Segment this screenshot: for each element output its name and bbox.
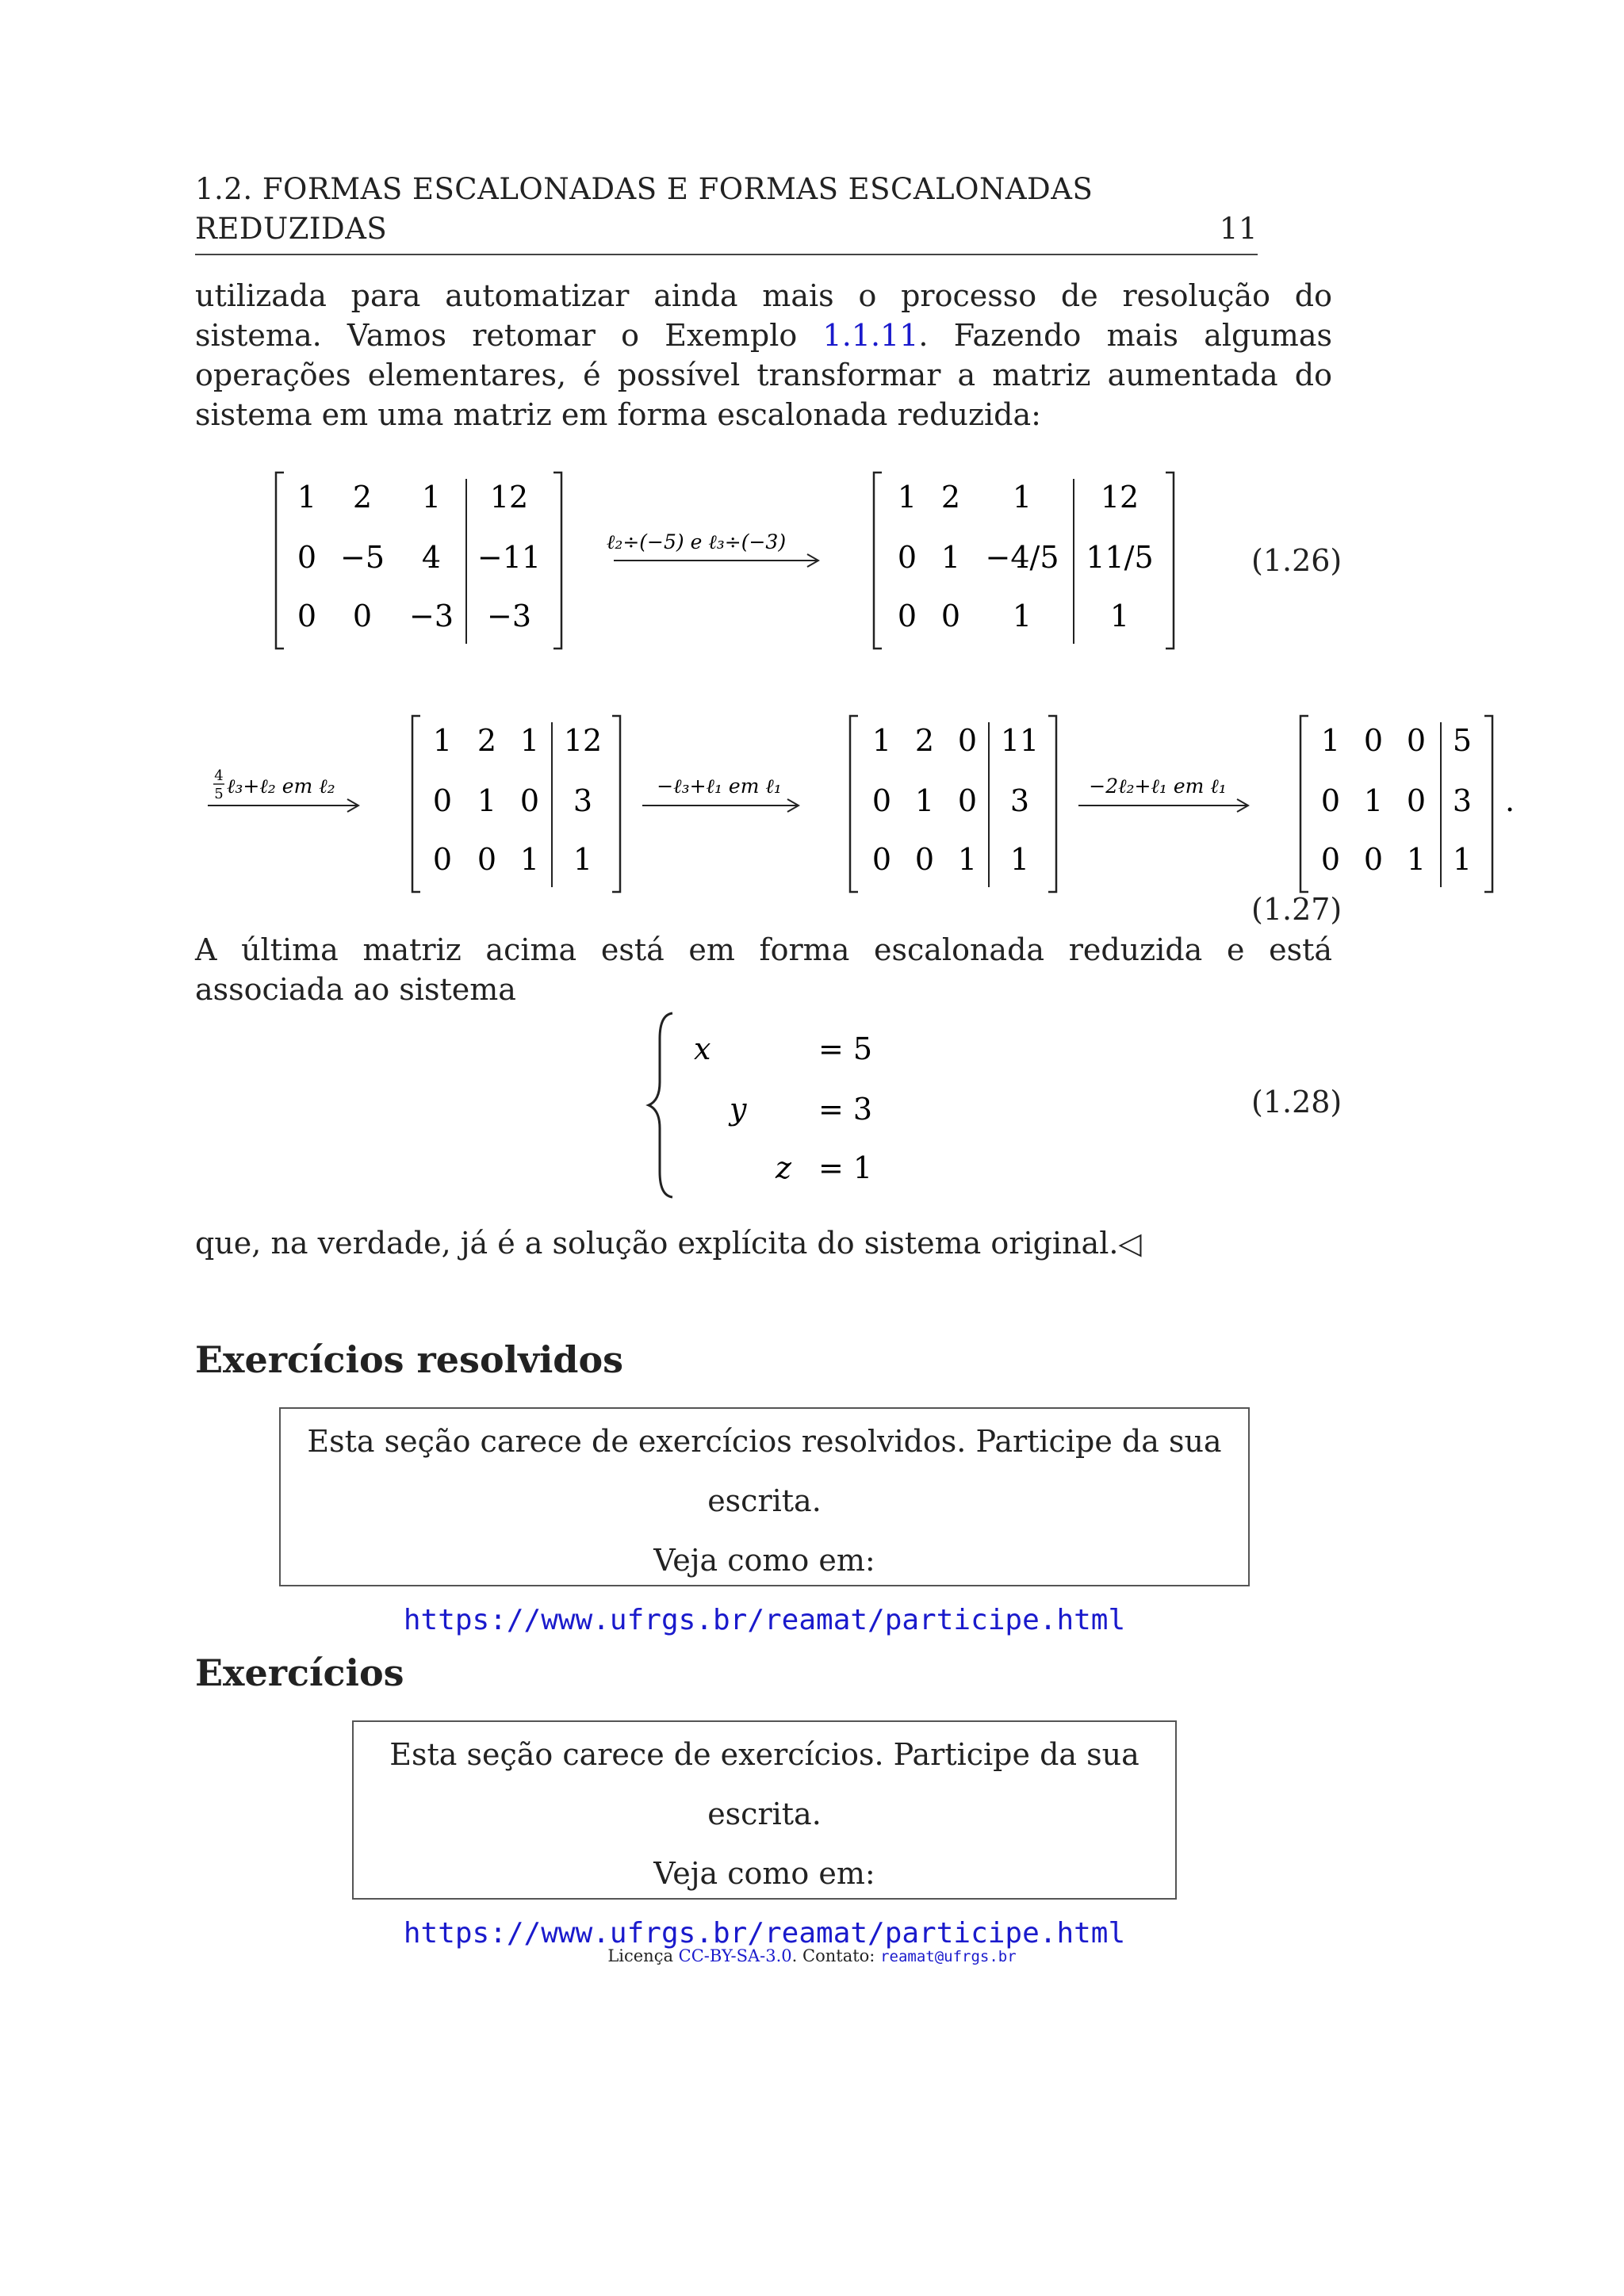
trailing-period: .	[1505, 783, 1515, 818]
contact-email-link[interactable]: reamat@ufrgs.br	[880, 1948, 1017, 1965]
example-reference-link[interactable]: 1.1.11	[822, 318, 919, 353]
matrix-cell: 1	[1012, 599, 1032, 633]
intro-text-before: utilizada para automatizar ainda mais o processo de resolução do sistema. Vamos retomar o Exemplo	[195, 278, 1332, 353]
matrix-cell: −3	[486, 599, 532, 633]
equation-number: (1.26)	[1251, 543, 1342, 578]
matrix-cell: 0	[940, 599, 961, 633]
matrix-cell: 11/5	[1086, 540, 1154, 575]
matrix-cell: 3	[1452, 783, 1473, 818]
matrix-cell: 0	[477, 842, 497, 877]
matrix-cell: 1	[914, 783, 935, 818]
matrix-cell: 3	[1009, 783, 1030, 818]
matrix-cell: 12	[489, 480, 529, 515]
mid-paragraph: A última matriz acima está em forma escalonada reduzida e está associada ao sistema	[195, 932, 1332, 1007]
matrix-cell: 4	[421, 540, 442, 575]
matrix-cell: 0	[1406, 783, 1427, 818]
matrix-cell: 0	[1363, 723, 1384, 758]
matrix-cell: 1	[871, 723, 892, 758]
matrix-cell: 0	[1320, 783, 1341, 818]
matrix-cell: 1	[421, 480, 442, 515]
variable-x: x	[694, 1031, 711, 1066]
matrix-cell: 0	[432, 842, 453, 877]
license-link[interactable]: CC-BY-SA-3.0	[678, 1946, 792, 1965]
arrow-label: −ℓ₃+ℓ₁ em ℓ₁	[657, 775, 782, 798]
matrix-cell: 1	[1320, 723, 1341, 758]
solved-exercises-heading: Exercícios resolvidos	[195, 1338, 624, 1381]
matrix-cell: 0	[897, 540, 917, 575]
equation-1-28	[642, 1007, 896, 1205]
matrix-cell: 1	[519, 842, 540, 877]
matrix-cell: 1	[1406, 842, 1427, 877]
variable-z: z	[776, 1150, 792, 1185]
matrix-cell: 1	[1109, 599, 1130, 633]
exercises-heading: Exercícios	[195, 1651, 404, 1694]
matrix-a	[276, 473, 561, 649]
arrow-label: −2ℓ₂+ℓ₁ em ℓ₁	[1089, 775, 1227, 798]
matrix-cell: 3	[573, 783, 593, 818]
matrix-cell: 1	[432, 723, 453, 758]
matrix-cell: 11	[1000, 723, 1040, 758]
matrix-cell: 0	[871, 783, 892, 818]
operation-arrow	[1078, 775, 1248, 812]
matrix-cell: 12	[1100, 480, 1139, 515]
equation-1-27	[198, 710, 1530, 900]
matrix-cell: 2	[352, 480, 373, 515]
matrix-cell: 2	[477, 723, 497, 758]
notice-text: Esta seção carece de exercícios. Participe da sua escrita.	[389, 1737, 1139, 1831]
operation-arrow	[607, 530, 818, 567]
matrix-cell: 0	[352, 599, 373, 633]
intro-text-after: . Fazendo mais algumas operações elementares, é possível transformar a matriz aumentada do sistema em uma matriz em forma escalonada reduzida:	[195, 318, 1332, 432]
arrow-fraction-numerator: 4	[214, 767, 224, 784]
matrix-cell: 0	[432, 783, 453, 818]
equation-number: (1.27)	[1251, 892, 1342, 927]
notice-text: Veja como em:	[653, 1543, 875, 1578]
matrix-cell: 1	[573, 842, 593, 877]
matrix-c	[412, 716, 620, 892]
variable-y: y	[730, 1092, 747, 1127]
contact-label: . Contato:	[791, 1946, 881, 1965]
equation-rhs: = 1	[818, 1150, 873, 1185]
operation-arrow	[642, 775, 799, 812]
section-title-line2: REDUZIDAS	[195, 212, 388, 246]
matrix-cell: 5	[1452, 723, 1473, 758]
operation-arrow	[208, 767, 358, 812]
matrix-cell: 2	[940, 480, 961, 515]
matrix-cell: 0	[871, 842, 892, 877]
matrix-cell: 1	[519, 723, 540, 758]
matrix-cell: 0	[897, 599, 917, 633]
matrix-cell: −3	[408, 599, 454, 633]
matrix-d	[850, 716, 1056, 892]
license-label: Licença	[607, 1946, 679, 1965]
footer	[0, 1946, 1624, 1965]
header-rule	[195, 254, 1258, 255]
running-head	[195, 170, 1258, 249]
matrix-cell: 1	[897, 480, 917, 515]
matrix-b	[874, 473, 1174, 649]
equation-number: (1.28)	[1251, 1085, 1342, 1119]
matrix-cell: 1	[957, 842, 978, 877]
notice-text: Veja como em:	[653, 1856, 875, 1891]
matrix-cell: 1	[940, 540, 961, 575]
matrix-cell: 1	[297, 480, 317, 515]
arrow-label: ℓ₂÷(−5) e ℓ₃÷(−3)	[606, 530, 787, 553]
exercises-notice	[352, 1720, 1177, 1950]
notice-text: Esta seção carece de exercícios resolvidos. Participe da sua escrita.	[307, 1424, 1222, 1518]
matrix-cell: 1	[1363, 783, 1384, 818]
matrix-cell: 1	[1012, 480, 1032, 515]
matrix-cell: 0	[1406, 723, 1427, 758]
left-brace	[649, 1013, 672, 1197]
equation-1-26	[238, 468, 1189, 658]
matrix-cell: −5	[339, 540, 385, 575]
matrix-cell: 0	[519, 783, 540, 818]
matrix-cell: 0	[957, 723, 978, 758]
matrix-cell: 0	[1320, 842, 1341, 877]
participate-link[interactable]: https://www.ufrgs.br/reamat/participe.html	[403, 1604, 1126, 1636]
matrix-e	[1300, 716, 1492, 892]
matrix-cell: 0	[297, 540, 317, 575]
matrix-cell: 0	[1363, 842, 1384, 877]
arrow-fraction-denominator: 5	[214, 786, 224, 802]
solved-exercises-notice	[279, 1407, 1250, 1636]
intro-paragraph	[195, 276, 1332, 434]
matrix-cell: 1	[477, 783, 497, 818]
matrix-cell: 1	[1009, 842, 1030, 877]
matrix-cell: 2	[914, 723, 935, 758]
participate-link[interactable]: https://www.ufrgs.br/reamat/participe.html	[403, 1917, 1126, 1950]
matrix-cell: 12	[563, 723, 603, 758]
section-title-line1: 1.2. FORMAS ESCALONADAS E FORMAS ESCALONADAS	[195, 172, 1094, 206]
equation-rhs: = 5	[818, 1031, 873, 1066]
matrix-cell: −4/5	[985, 540, 1059, 575]
arrow-label: ℓ₃+ℓ₂ em ℓ₂	[227, 775, 335, 798]
matrix-cell: 0	[914, 842, 935, 877]
equation-rhs: = 3	[818, 1092, 873, 1127]
conclusion-paragraph: que, na verdade, já é a solução explícita do sistema original.◁	[195, 1226, 1142, 1261]
matrix-cell: 1	[1452, 842, 1473, 877]
page-number: 11	[1219, 212, 1258, 246]
matrix-cell: 0	[297, 599, 317, 633]
matrix-cell: −11	[477, 540, 542, 575]
matrix-cell: 0	[957, 783, 978, 818]
